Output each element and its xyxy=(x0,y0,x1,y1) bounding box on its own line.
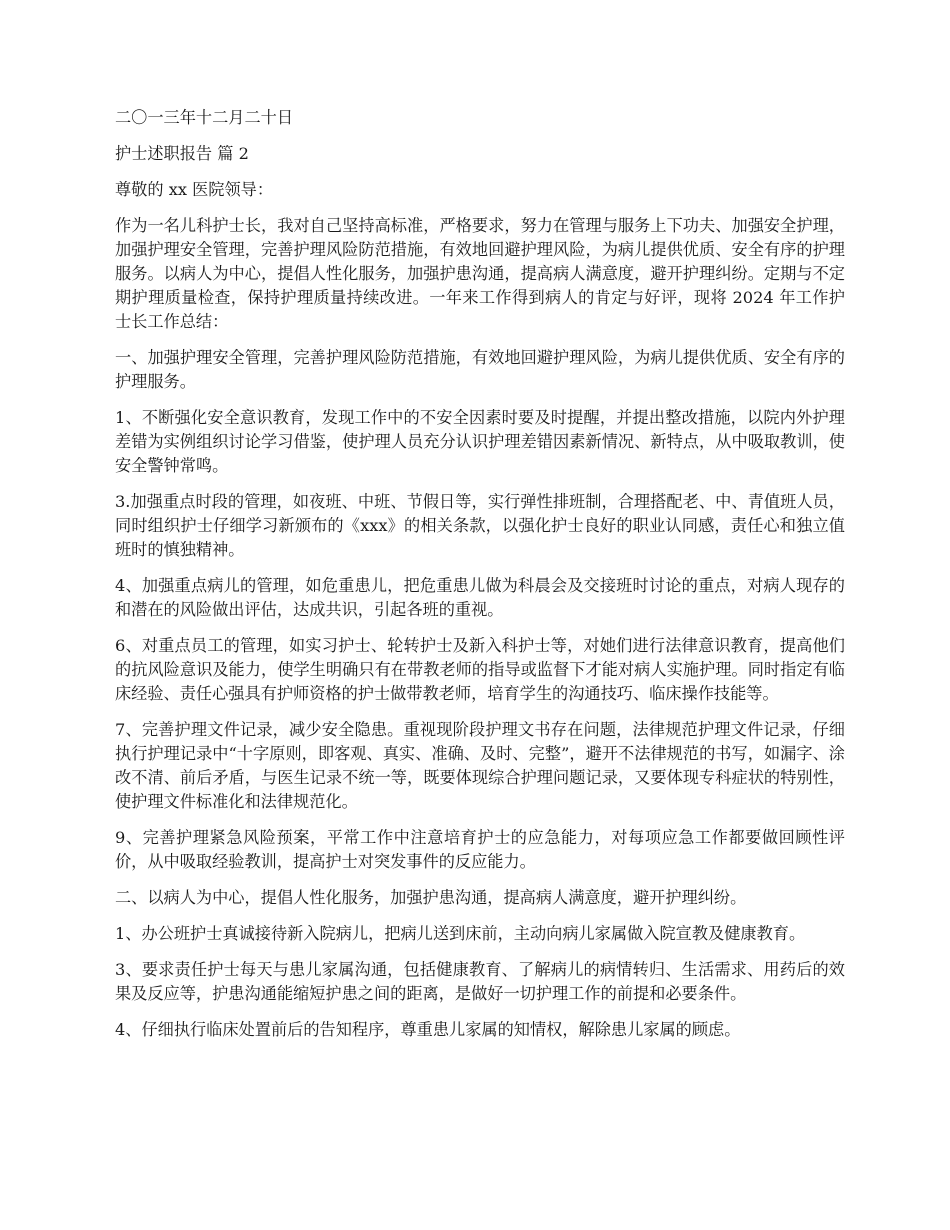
body-paragraph: 7、完善护理文件记录，减少安全隐患。重视现阶段护理文书存在问题，法律规范护理文件记录，仔细执行护理记录中“十字原则，即客观、真实、准确、及时、完整”，避开不法律规范的书写，如漏字、涂改不清、前后矛盾，与医生记录不统一等，既要体现综合护理问题记录，又要体现专科症状的特别性，使护理文件标准化和法律规范化。 xyxy=(115,720,845,811)
body-paragraph: 9、完善护理紧急风险预案，平常工作中注意培育护士的应急能力，对每项应急工作都要做回顾性评价，从中吸取经验教训，提高护士对突发事件的反应能力。 xyxy=(115,828,845,871)
body-paragraph: 4、加强重点病儿的管理，如危重患儿，把危重患儿做为科晨会及交接班时讨论的重点，对病人现存的和潜在的风险做出评估，达成共识，引起各班的重视。 xyxy=(115,576,845,619)
intro-paragraph: 作为一名儿科护士长，我对自己坚持高标准，严格要求，努力在管理与服务上下功夫、加强安全护理，加强护理安全管理，完善护理风险防范措施，有效地回避护理风险，为病儿提供优质、安全有序的护理服务。以病人为中心，提倡人性化服务，加强护患沟通，提高病人满意度，避开护理纠纷。定期与不定期护理质量检查，保持护理质量持续改进。一年来工作得到病人的肯定与好评，现将 2024 年工作护士长工作总结： xyxy=(115,216,845,331)
document-page xyxy=(115,106,845,1054)
report-title: 护士述职报告 篇 2 xyxy=(115,144,249,163)
salutation: 尊敬的 xx 医院领导： xyxy=(115,180,274,199)
body-paragraph: 6、对重点员工的管理，如实习护士、轮转护士及新入科护士等，对她们进行法律意识教育，提高他们的抗风险意识及能力，使学生明确只有在带教老师的指导或监督下才能对病人实施护理。同时指定有临床经验、责任心强具有护师资格的护士做带教老师，培育学生的沟通技巧、临床操作技能等。 xyxy=(115,636,845,703)
date-line: 二〇一三年十二月二十日 xyxy=(115,108,294,127)
body-paragraph: 3、要求责任护士每天与患儿家属沟通，包括健康教育、了解病儿的病情转归、生活需求、用药后的效果及反应等，护患沟通能缩短护患之间的距离，是做好一切护理工作的前提和必要条件。 xyxy=(115,960,845,1003)
body-paragraph: 1、不断强化安全意识教育，发现工作中的不安全因素时要及时提醒，并提出整改措施，以院内外护理差错为实例组织讨论学习借鉴，使护理人员充分认识护理差错因素新情况、新特点，从中吸取教训，使安全警钟常鸣。 xyxy=(115,408,845,475)
body-paragraph: 1、办公班护士真诚接待新入院病儿，把病儿送到床前，主动向病儿家属做入院宣教及健康教育。 xyxy=(115,924,806,943)
body-paragraph: 4、仔细执行临床处置前后的告知程序，尊重患儿家属的知情权，解除患儿家属的顾虑。 xyxy=(115,1020,741,1039)
section-heading-1: 一、加强护理安全管理，完善护理风险防范措施，有效地回避护理风险，为病儿提供优质、安全有序的护理服务。 xyxy=(115,348,845,391)
section-heading-2: 二、以病人为中心，提倡人性化服务，加强护患沟通，提高病人满意度，避开护理纠纷。 xyxy=(115,888,747,907)
body-paragraph: 3.加强重点时段的管理，如夜班、中班、节假日等，实行弹性排班制，合理搭配老、中、青值班人员，同时组织护士仔细学习新颁布的《xxx》的相关条款，以强化护士良好的职业认同感，责任心和独立值班时的慎独精神。 xyxy=(115,492,845,559)
